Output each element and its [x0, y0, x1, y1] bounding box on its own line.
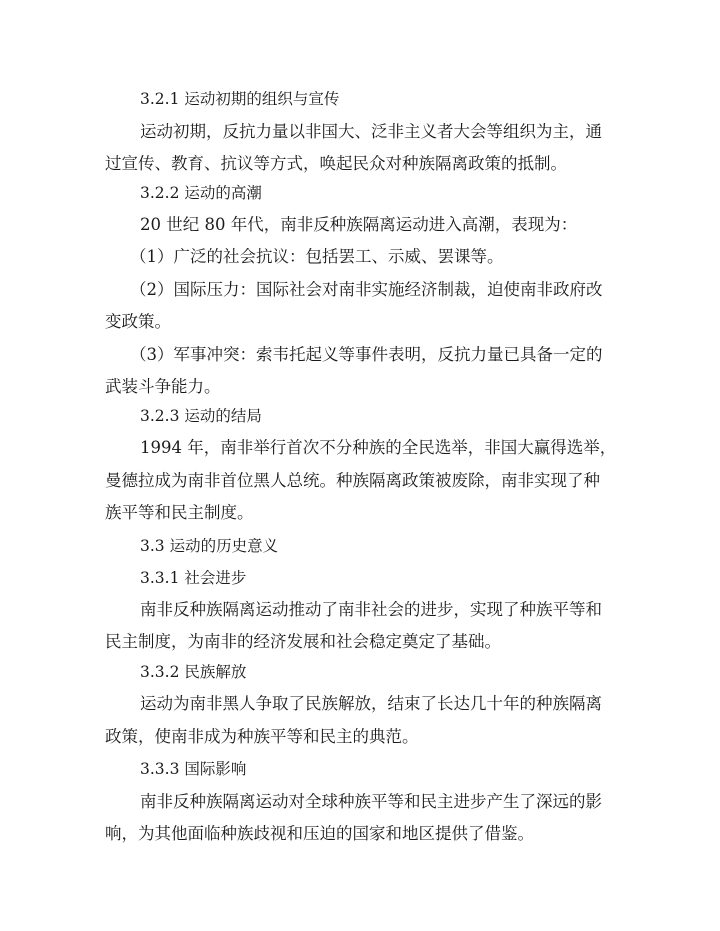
- section-heading-3-3-3: 3.3.3 国际影响: [140, 760, 247, 778]
- paragraph-line: 响，为其他面临种族歧视和压迫的国家和地区提供了借鉴。: [105, 824, 534, 843]
- paragraph-line: 民主制度，为南非的经济发展和社会稳定奠定了基础。: [105, 632, 501, 651]
- paragraph-line: 南非反种族隔离运动对全球种族平等和民主进步产生了深远的影: [140, 792, 602, 811]
- paragraph-line: 过宣传、教育、抗议等方式，唤起民众对种族隔离政策的抵制。: [105, 154, 567, 173]
- section-heading-3-2-3: 3.2.3 运动的结局: [140, 407, 262, 425]
- list-item-line: 武装斗争能力。: [105, 377, 221, 396]
- section-heading-3-3: 3.3 运动的历史意义: [140, 537, 279, 555]
- list-item-line: （1）广泛的社会抗议：包括罢工、示威、罢课等。: [130, 247, 504, 266]
- paragraph-line: 族平等和民主制度。: [105, 503, 254, 522]
- paragraph-line: 运动初期，反抗力量以非国大、泛非主义者大会等组织为主，通: [140, 122, 602, 141]
- list-item-line: （2）国际压力：国际社会对南非实施经济制裁，迫使南非政府改: [130, 280, 603, 299]
- list-item-line: （3）军事冲突：索韦托起义等事件表明，反抗力量已具备一定的: [130, 345, 603, 364]
- list-item-line: 变政策。: [105, 312, 171, 331]
- section-heading-3-2-1: 3.2.1 运动初期的组织与宣传: [140, 90, 340, 108]
- paragraph-line: 政策，使南非成为种族平等和民主的典范。: [105, 727, 419, 746]
- paragraph-line: 南非反种族隔离运动推动了南非社会的进步，实现了种族平等和: [140, 600, 602, 619]
- section-heading-3-3-1: 3.3.1 社会进步: [140, 569, 247, 587]
- paragraph-line: 1994 年，南非举行首次不分种族的全民选举，非国大赢得选举，: [140, 438, 617, 457]
- paragraph-line: 运动为南非黑人争取了民族解放，结束了长达几十年的种族隔离: [140, 694, 602, 713]
- paragraph-line: 20 世纪 80 年代，南非反种族隔离运动进入高潮，表现为：: [140, 215, 578, 234]
- section-heading-3-2-2: 3.2.2 运动的高潮: [140, 184, 262, 202]
- section-heading-3-3-2: 3.3.2 民族解放: [140, 663, 247, 681]
- paragraph-line: 曼德拉成为南非首位黑人总统。种族隔离政策被废除，南非实现了种: [105, 471, 600, 490]
